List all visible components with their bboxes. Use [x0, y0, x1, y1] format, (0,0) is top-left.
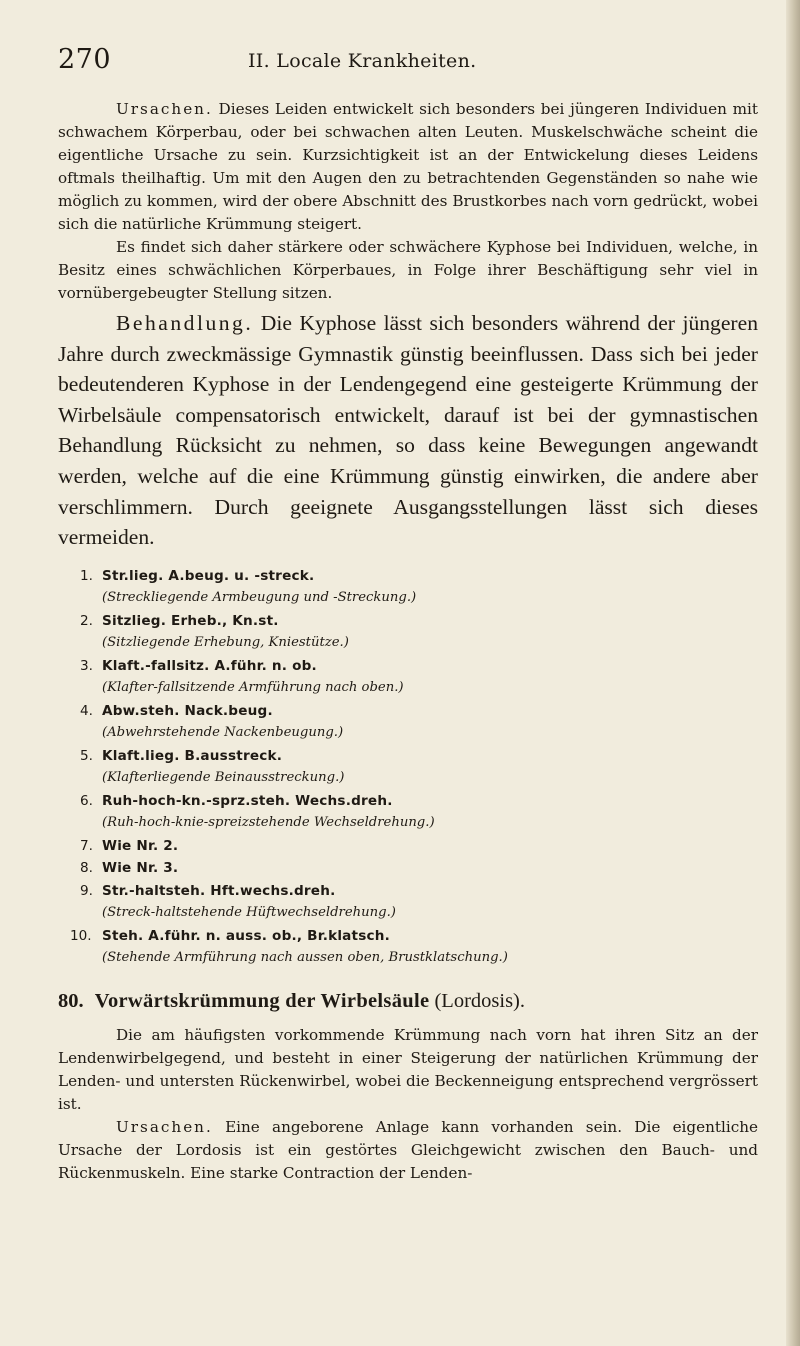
page-number: 270	[58, 44, 112, 75]
exercise-abbreviation: Str.-haltsteh. Hft.wechs.dreh.	[102, 882, 336, 899]
exercise-full-name: (Klafter-fallsitzende Armführung nach oben.)	[102, 680, 404, 696]
kyphosis-occurrence-paragraph	[58, 236, 758, 305]
exercise-item	[58, 857, 758, 880]
exercise-item	[58, 610, 758, 655]
section-heading	[58, 986, 758, 1016]
exercise-item	[58, 655, 758, 700]
exercise-number: 6.	[80, 792, 93, 809]
exercise-number: 4.	[80, 702, 93, 719]
exercise-abbreviation: Sitzlieg. Erheb., Kn.st.	[102, 612, 279, 629]
exercise-full-name: (Stehende Armführung nach aussen oben, Brustklatschung.)	[102, 950, 508, 966]
treatment-label: Behandlung.	[116, 311, 254, 335]
page-body	[58, 98, 758, 1185]
exercise-number: 8.	[80, 860, 93, 877]
causes-text: Dieses Leiden entwickelt sich besonders bei jüngeren Individuen mit schwachem Körperbau, oder bei schwachen alten Leuten. Muskelschwäche scheint die eigentliche Ursache zu sein. Kurzsichtigkeit ist an der Entwickelung dieses Leidens oftmals theilhaftig. Um mit den Augen den zu betrachtenden Gegenständen so nahe wie möglich zu kommen, wird der obere Abschnitt des Brustkorbes nach vorn gedrückt, wobei sich die natürliche Krümmung steigert.	[58, 100, 759, 233]
exercise-abbreviation: Str.lieg. A.beug. u. -streck.	[102, 567, 315, 584]
exercise-item	[58, 700, 758, 745]
lordosis-causes-text: Eine angeborene Anlage kann vorhanden sein. Die eigentliche Ursache der Lordosis ist ein gestörtes Gleichgewicht zwischen den Bauch- und Rückenmuskeln. Eine starke Contraction der Lenden-	[58, 1117, 759, 1182]
causes-paragraph	[58, 98, 758, 236]
exercise-abbreviation: Wie Nr. 2.	[102, 837, 179, 854]
section-title: Vorwärtskrümmung der Wirbelsäule	[94, 989, 430, 1012]
exercise-abbreviation: Abw.steh. Nack.beug.	[102, 702, 273, 719]
exercise-item	[58, 880, 758, 925]
exercise-number: 10.	[70, 927, 92, 944]
exercise-item	[58, 790, 758, 835]
causes-label: Ursachen.	[116, 100, 213, 118]
lordosis-causes-paragraph	[58, 1116, 758, 1185]
exercise-number: 9.	[80, 882, 93, 899]
exercise-abbreviation: Ruh-hoch-kn.-sprz.steh. Wechs.dreh.	[102, 792, 393, 809]
section-subtitle: (Lordosis).	[434, 989, 525, 1012]
exercise-item	[58, 565, 758, 610]
section-number: 80.	[58, 989, 84, 1012]
treatment-paragraph	[58, 308, 758, 553]
lordosis-causes-label: Ursachen.	[116, 1117, 213, 1136]
running-title: II. Locale Krankheiten.	[248, 50, 477, 72]
exercise-number: 5.	[80, 747, 93, 764]
exercise-item	[58, 835, 758, 858]
exercise-abbreviation: Steh. A.führ. n. auss. ob., Br.klatsch.	[102, 927, 391, 944]
exercise-item	[58, 925, 758, 970]
exercise-number: 1.	[80, 567, 93, 584]
exercise-full-name: (Abwehrstehende Nackenbeugung.)	[102, 725, 344, 741]
page-header	[58, 44, 758, 84]
kyphosis-occurrence-text: Es findet sich daher stärkere oder schwächere Kyphose bei Individuen, welche, in Besitz eines schwächlichen Körperbaues, in Folge ihrer Beschäftigung sehr viel in vornübergebeugter Stellung sitzen.	[58, 238, 758, 302]
exercise-full-name: (Klafterliegende Beinausstreckung.)	[102, 770, 345, 786]
treatment-text: Die Kyphose lässt sich besonders während der jüngeren Jahre durch zweckmässige Gymnastik günstig beeinflussen. Dass sich bei jeder bedeutenderen Kyphose in der Lendengegend eine gesteigerte Krümmung der Wirbelsäule compensatorisch entwickelt, darauf ist bei der gymnastischen Behandlung Rücksicht zu nehmen, so dass keine Bewegungen angewandt werden, welche auf die eine Krümmung günstig einwirken, die andere aber verschlimmern. Durch geeignete Ausgangsstellungen lässt sich dieses vermeiden.	[58, 311, 758, 550]
exercise-number: 2.	[80, 612, 93, 629]
exercise-abbreviation: Klaft.lieg. B.ausstreck.	[102, 747, 283, 764]
lordosis-text: Die am häufigsten vorkommende Krümmung nach vorn hat ihren Sitz an der Lendenwirbelgegend, und besteht in einer Steigerung der natürlichen Krümmung der Lenden- und untersten Rückenwirbel, wobei die Beckenneigung entsprechend vergrössert ist.	[58, 1025, 758, 1113]
exercise-item	[58, 745, 758, 790]
exercise-full-name: (Sitzliegende Erhebung, Kniestütze.)	[102, 635, 349, 651]
exercise-number: 7.	[80, 837, 93, 854]
lordosis-paragraph	[58, 1024, 758, 1116]
exercise-full-name: (Ruh-hoch-knie-spreizstehende Wechseldrehung.)	[102, 815, 435, 831]
exercise-full-name: (Streckliegende Armbeugung und -Streckung.)	[102, 590, 417, 606]
exercise-list	[58, 565, 758, 970]
exercise-full-name: (Streck-haltstehende Hüftwechseldrehung.)	[102, 905, 396, 921]
exercise-number: 3.	[80, 657, 93, 674]
exercise-abbreviation: Klaft.-fallsitz. A.führ. n. ob.	[102, 657, 317, 674]
page-edge	[786, 0, 800, 1346]
exercise-abbreviation: Wie Nr. 3.	[102, 860, 179, 877]
